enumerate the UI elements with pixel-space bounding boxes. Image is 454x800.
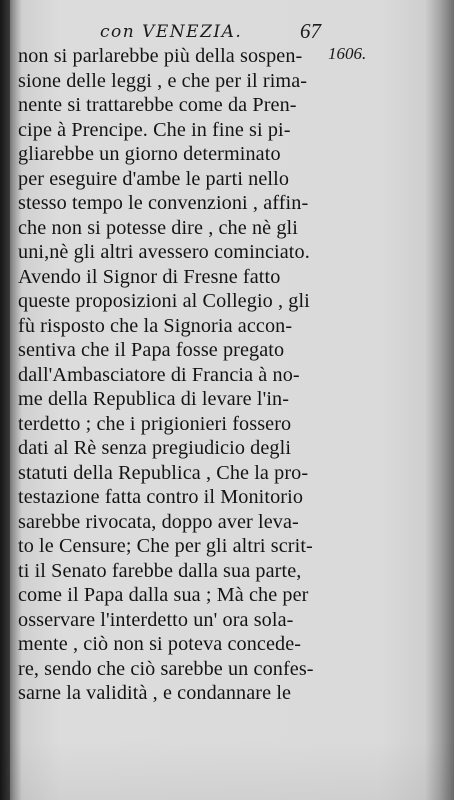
text-line: gliarebbe un giorno determinato [18, 143, 281, 165]
text-line: cipe à Prencipe. Che in fine si pi- [18, 118, 291, 141]
text-line: sarne la validità , e condannare le [18, 682, 292, 704]
page-number: 67 [300, 19, 321, 43]
text-line: per eseguire d'ambe le parti nello [18, 167, 290, 190]
text-line: re, sendo che ciò sarebbe un confes- [18, 657, 314, 680]
text-line: ti il Senato farebbe dalla sua parte, [18, 559, 302, 582]
text-line: come il Papa dalla sua ; Mà che per [18, 584, 309, 606]
text-line: fù risposto che la Signoria accon- [18, 314, 293, 337]
body-text [18, 44, 338, 706]
marginal-year-note: 1606. [328, 44, 367, 63]
text-line: non si parlarebbe più della sospen- [18, 45, 303, 67]
text-line: statuti della Republica , Che la pro- [18, 461, 309, 484]
text-line: osservare l'interdetto un' ora sola- [18, 608, 294, 631]
text-line: me della Republica di levare l'in- [18, 388, 290, 410]
text-line: testazione fatta contro il Monitorio [18, 486, 304, 508]
text-line: che non si potesse dire , che nè gli [18, 216, 298, 239]
text-line: dall'Ambasciatore di Francia à no- [18, 363, 300, 386]
text-line: nente si trattarebbe come da Pren- [18, 94, 297, 116]
text-line: queste proposizioni al Collegio , gli [18, 290, 310, 312]
text-line: sentiva che il Papa fosse pregato [18, 339, 285, 361]
running-head: con VENEZIA. [100, 22, 243, 42]
text-line: Avendo il Signor di Fresne fatto [18, 265, 281, 288]
text-line: dati al Rè senza pregiudicio degli [18, 437, 292, 459]
text-line: stesso tempo le convenzioni , affin- [18, 192, 309, 214]
text-line: terdetto ; che i prigionieri fossero [18, 412, 292, 435]
text-line: uni,nè gli altri avessero cominciato. [18, 241, 310, 263]
text-line: sione delle leggi , e che per il rima- [18, 69, 308, 92]
text-line: mente , ciò non si poteva concede- [18, 633, 302, 655]
text-line: sarebbe rivocata, doppo aver leva- [18, 510, 299, 533]
text-line: to le Censure; Che per gli altri scrit- [18, 535, 313, 557]
